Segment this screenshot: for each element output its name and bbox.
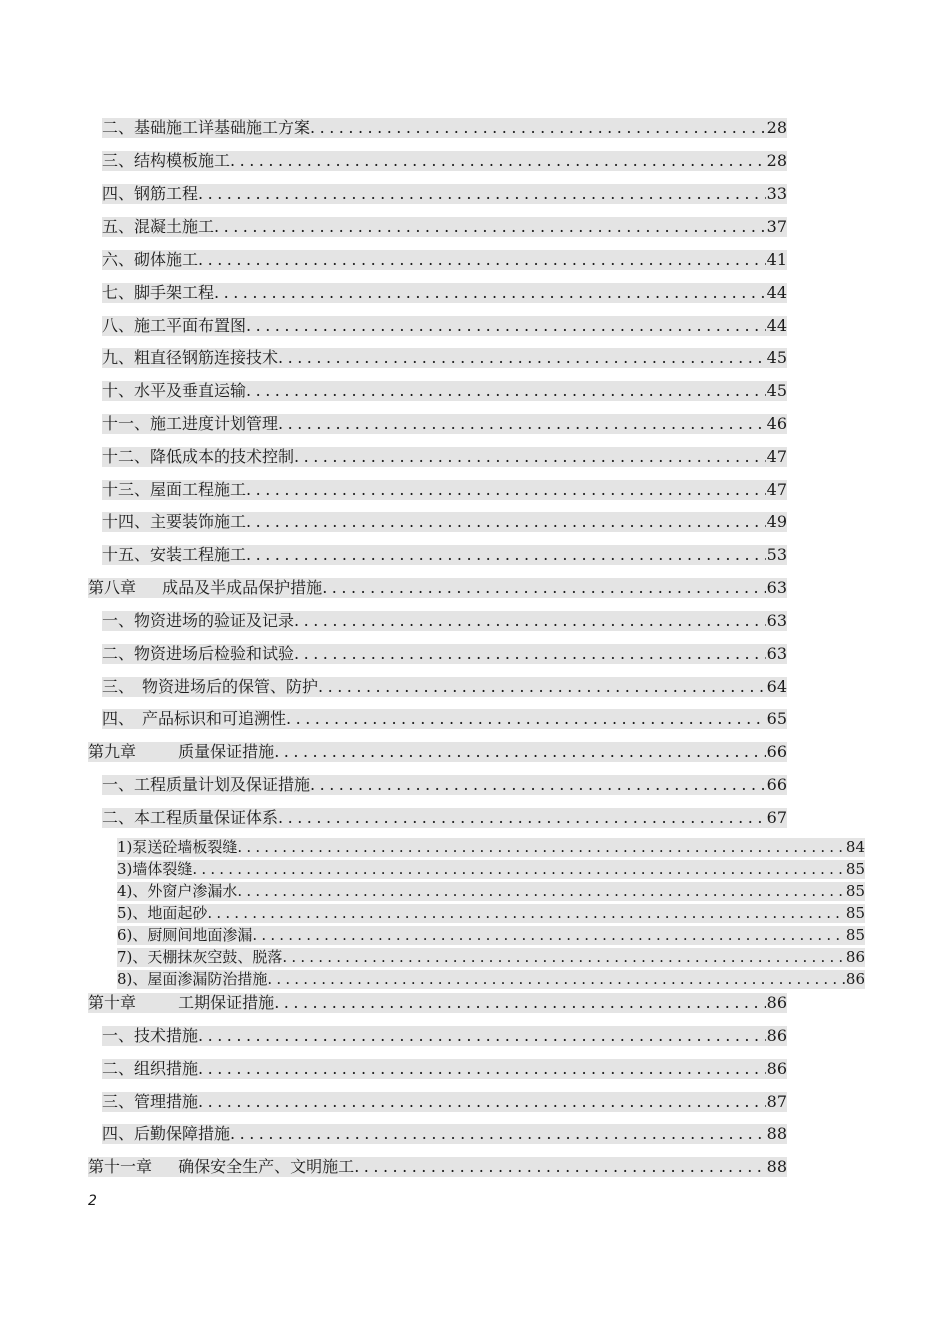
toc-entry-page: 85 (845, 926, 865, 944)
toc-entry-title: 三、 物资进场后的保管、防护 (102, 677, 319, 696)
toc-entry[interactable] (102, 611, 787, 631)
toc-leader-dots (192, 860, 845, 879)
toc-entry-title: 二、基础施工详基础施工方案 (102, 118, 311, 137)
toc-leader-dots (237, 882, 845, 901)
toc-entry[interactable] (102, 348, 787, 368)
toc-chapter[interactable] (88, 1157, 787, 1177)
toc-entry-page: 88 (766, 1124, 787, 1143)
toc-leader-dots (246, 381, 766, 401)
toc-entry-title: 一、技术措施 (102, 1026, 199, 1045)
toc-entry-page: 87 (766, 1092, 787, 1111)
toc-leader-dots (237, 838, 845, 857)
toc-chapter[interactable] (88, 742, 787, 762)
toc-entry-title: 5)、地面起砂 (117, 904, 208, 922)
toc-entry-page: 86 (845, 948, 865, 966)
toc-entry-page: 85 (845, 904, 865, 922)
toc-entry-title: 8)、屋面渗漏防治措施 (117, 970, 268, 988)
toc-entry-page: 49 (766, 512, 787, 531)
toc-entry-page: 86 (766, 1059, 787, 1078)
toc-entry-title: 二、本工程质量保证体系 (102, 808, 279, 827)
toc-entry-page: 53 (766, 545, 787, 564)
toc-entry[interactable] (102, 184, 787, 204)
toc-entry-page: 65 (766, 709, 787, 728)
toc-entry[interactable] (102, 1092, 787, 1112)
toc-entry-page: 84 (845, 838, 865, 856)
toc-entry-title: 二、组织措施 (102, 1059, 199, 1078)
toc-entry-page: 63 (766, 578, 787, 597)
toc-leader-dots (198, 1026, 766, 1046)
toc-entry-title: 4)、外窗户渗漏水 (117, 882, 238, 900)
toc-leader-dots (278, 348, 766, 368)
toc-leader-dots (294, 447, 766, 467)
toc-entry-title: 十三、屋面工程施工 (102, 480, 247, 499)
toc-leader-dots (252, 926, 845, 945)
toc-leader-dots (246, 512, 766, 532)
toc-entry-page: 63 (766, 644, 787, 663)
toc-entry-page: 66 (766, 742, 787, 761)
toc-entry-page: 47 (766, 480, 787, 499)
toc-entry-title: 六、砌体施工 (102, 250, 199, 269)
toc-leader-dots (318, 677, 766, 697)
toc-entry[interactable] (102, 1059, 787, 1079)
toc-leader-dots (214, 217, 766, 237)
toc-leader-dots (294, 644, 766, 664)
toc-leader-dots (286, 709, 766, 729)
toc-entry[interactable] (102, 283, 787, 303)
toc-entry-page: 44 (766, 316, 787, 335)
toc-subentry[interactable] (117, 904, 865, 923)
toc-entry[interactable] (102, 1124, 787, 1144)
toc-entry-page: 46 (766, 414, 787, 433)
toc-entry-page: 45 (766, 381, 787, 400)
toc-subentry[interactable] (117, 948, 865, 967)
toc-entry[interactable] (102, 414, 787, 434)
toc-entry-title: 二、物资进场后检验和试验 (102, 644, 295, 663)
toc-entry-page: 86 (845, 970, 865, 988)
toc-leader-dots (198, 250, 766, 270)
toc-entry[interactable] (102, 545, 787, 565)
toc-entry-title: 6)、厨厕间地面渗漏 (117, 926, 253, 944)
toc-entry-page: 67 (766, 808, 787, 827)
toc-entry-page: 86 (766, 1026, 787, 1045)
toc-subentry[interactable] (117, 838, 865, 857)
toc-entry-title: 四、后勤保障措施 (102, 1124, 231, 1143)
toc-entry-title: 四、 产品标识和可追溯性 (102, 709, 287, 728)
toc-entry-title: 第十章 工期保证措施 (88, 993, 275, 1012)
toc-entry[interactable] (102, 512, 787, 532)
toc-entry-title: 3)墙体裂缝 (117, 860, 193, 878)
toc-entry-page: 41 (766, 250, 787, 269)
toc-leader-dots (274, 742, 765, 762)
toc-entry-title: 七、脚手架工程 (102, 283, 215, 302)
toc-entry-title: 四、钢筋工程 (102, 184, 199, 203)
toc-entry[interactable] (102, 217, 787, 237)
toc-subentry[interactable] (117, 926, 865, 945)
toc-entry-page: 85 (845, 882, 865, 900)
toc-entry-title: 八、施工平面布置图 (102, 316, 247, 335)
toc-chapter[interactable] (88, 993, 787, 1013)
toc-entry-title: 第九章 质量保证措施 (88, 742, 275, 761)
toc-leader-dots (198, 184, 766, 204)
toc-subentry[interactable] (117, 860, 865, 879)
toc-entry-page: 45 (766, 348, 787, 367)
toc-entry-page: 28 (766, 151, 787, 170)
toc-entry-title: 三、管理措施 (102, 1092, 199, 1111)
toc-leader-dots (278, 414, 766, 434)
toc-leader-dots (246, 316, 766, 336)
toc-entry-title: 第十一章 确保安全生产、文明施工 (88, 1157, 355, 1176)
toc-leader-dots (230, 1124, 766, 1144)
toc-entry-page: 37 (766, 217, 787, 236)
toc-entry-title: 7)、天棚抹灰空鼓、脱落 (117, 948, 283, 966)
toc-leader-dots (310, 118, 766, 138)
page-number: 2 (88, 1193, 97, 1209)
toc-entry-title: 一、工程质量计划及保证措施 (102, 775, 311, 794)
toc-leader-dots (198, 1092, 766, 1112)
toc-entry[interactable] (102, 447, 787, 467)
toc-entry[interactable] (102, 250, 787, 270)
toc-entry-title: 十、水平及垂直运输 (102, 381, 247, 400)
toc-leader-dots (322, 578, 765, 598)
toc-leader-dots (246, 545, 766, 565)
toc-leader-dots (267, 970, 845, 989)
toc-entry-title: 九、粗直径钢筋连接技术 (102, 348, 279, 367)
toc-leader-dots (274, 993, 765, 1013)
toc-entry-title: 十四、主要装饰施工 (102, 512, 247, 531)
toc-subentry[interactable] (117, 970, 865, 989)
toc-entry-title: 一、物资进场的验证及记录 (102, 611, 295, 630)
toc-entry-title: 十五、安装工程施工 (102, 545, 247, 564)
toc-entry-title: 五、混凝土施工 (102, 217, 215, 236)
toc-entry[interactable] (102, 118, 787, 138)
toc-entry[interactable] (102, 644, 787, 664)
toc-entry[interactable] (102, 1026, 787, 1046)
toc-leader-dots (282, 948, 845, 967)
toc-entry-title: 十一、施工进度计划管理 (102, 414, 279, 433)
toc-entry-page: 64 (766, 677, 787, 696)
toc-entry-page: 63 (766, 611, 787, 630)
toc-entry-title: 第八章 成品及半成品保护措施 (88, 578, 323, 597)
toc-entry[interactable] (102, 677, 787, 697)
toc-entry-title: 三、结构模板施工 (102, 151, 231, 170)
toc-entry-title: 1)泵送砼墙板裂缝 (117, 838, 238, 856)
toc-entry-page: 85 (845, 860, 865, 878)
toc-entry-page: 47 (766, 447, 787, 466)
toc-entry[interactable] (102, 151, 787, 171)
toc-leader-dots (207, 904, 845, 923)
toc-entry[interactable] (102, 480, 787, 500)
toc-entry-page: 33 (766, 184, 787, 203)
toc-leader-dots (246, 480, 766, 500)
toc-subentry[interactable] (117, 882, 865, 901)
toc-entry-page: 88 (766, 1157, 787, 1176)
toc-entry-title: 十二、降低成本的技术控制 (102, 447, 295, 466)
toc-leader-dots (310, 775, 766, 795)
toc-chapter[interactable] (88, 578, 787, 598)
toc-entry[interactable] (102, 709, 787, 729)
toc-entry-page: 28 (766, 118, 787, 137)
toc-leader-dots (354, 1157, 765, 1177)
toc-entry[interactable] (102, 775, 787, 795)
toc-entry[interactable] (102, 381, 787, 401)
toc-entry[interactable] (102, 316, 787, 336)
toc-leader-dots (230, 151, 766, 171)
toc-leader-dots (294, 611, 766, 631)
toc-leader-dots (278, 808, 766, 828)
toc-entry-page: 66 (766, 775, 787, 794)
toc-entry-page: 44 (766, 283, 787, 302)
toc-entry[interactable] (102, 808, 787, 828)
toc-entry-page: 86 (766, 993, 787, 1012)
toc-leader-dots (214, 283, 766, 303)
toc-leader-dots (198, 1059, 766, 1079)
